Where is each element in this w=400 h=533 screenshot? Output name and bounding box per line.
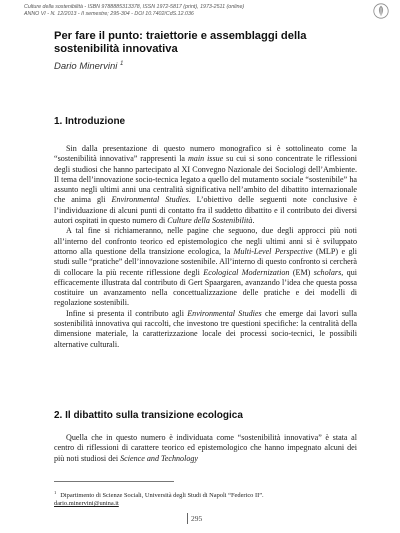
text-run: Infine si presenta il contributo agli xyxy=(66,308,188,318)
text-run: che emerge dai lavori sulla sostenibilità innovativa qui raccolti, che investono tre questioni specifiche: la centralità della dimensione materiale, la caratterizzazione locale dei processi socio-tecnici, le possibili alternative culturali. xyxy=(54,308,357,349)
text-run: Quella che in questo numero è individuata come “sostenibilità innovativa” è stata al centro di riflessioni di carattere teorico ed epistemologico che hanno impegnato alcuni dei più noti studiosi dei xyxy=(54,433,357,463)
journal-header xyxy=(24,4,354,18)
footnote xyxy=(54,489,364,509)
paragraph xyxy=(54,226,357,308)
paragraph xyxy=(54,144,357,226)
author-footnote-mark[interactable]: 1 xyxy=(120,61,124,67)
italic-term: Science and Technology xyxy=(120,453,199,463)
footnote-email-link[interactable]: dario.minervini@unina.it xyxy=(54,500,119,508)
text-run: , qui efficacemente illustrata dal contributo di Gert Spaargaren, avanzando l’idea che questa possa costituire un avanzamento nella concettualizzazione delle pratiche e dei modelli di regolazione sostenibili. xyxy=(54,267,358,308)
section-heading-dibattito: 2. Il dibattito sulla transizione ecologica xyxy=(54,410,243,421)
italic-term: Culture della Sostenibilità xyxy=(167,216,253,226)
paragraph xyxy=(54,309,357,350)
section-body-introduzione xyxy=(54,144,357,350)
text-run: su cui si sono concentrate le riflessioni degli studiosi che hanno partecipato al XI Convegno Nazionale dei Sociologi dell’Ambiente. Il tema dell’innovazione socio-tecnica legato a quello del mutamento sociale “sostenibile” ha assunto negli ultimi anni una centralità significativa nell’ambito del dibattito internazionale che anima gli xyxy=(54,154,357,205)
footnote-mark: 1 xyxy=(54,490,57,495)
text-run: Sin dalla presentazione di questo numero monografico si è sottolineato come la “sostenibilità innovativa” rappresenti la xyxy=(54,144,357,164)
italic-term: scholars xyxy=(313,267,342,277)
paragraph xyxy=(54,433,357,464)
journal-header-line-1: Culture della sostenibilità - ISBN 9788885313378, ISSN 1972-5817 (print), 1973-2511 (online) xyxy=(24,4,245,10)
footnote-text: Dipartimento di Scienze Sociali, Università degli Studi di Napoli “Federico II”. xyxy=(60,492,264,500)
text-run: . L’obiettivo delle seguenti note conclusive è l’individuazione di alcuni punti di contatto fra il suddetto dibattito e il contributo dei diversi autori ospitati in questo numero di xyxy=(54,195,357,226)
italic-term: Environmental Studies xyxy=(111,195,189,205)
article-author xyxy=(54,58,123,73)
italic-term: Ecological Modernization xyxy=(203,267,290,277)
article-title: Per fare il punto: traiettorie e assemblaggi della sostenibilità innovativa xyxy=(54,30,307,56)
page-number: 295 xyxy=(191,514,203,523)
text-run: . xyxy=(252,216,255,226)
text-run: (EM) xyxy=(289,267,314,277)
section-body-dibattito xyxy=(54,433,357,464)
journal-header-line-2: ANNO VI - N. 12/2013 - II semestre; 295-304 - DOI 10.7402/CdS.12.036 xyxy=(24,11,194,18)
section-heading-introduzione: 1. Introduzione xyxy=(54,116,126,127)
text-run: A tal fine si richiameranno, nelle pagine che seguono, due degli approcci più noti all’interno del confronto teorico ed epistemologico che negli ultimi anni si è sviluppato attorno alla questione della transizione ecologica, la xyxy=(54,226,357,256)
italic-term: Environmental Studies xyxy=(187,308,262,318)
text-run: (MLP) e gli studi sulle “pratiche” dell’innovazione sostenibile. All’interno di questo confronto si cercherà di collocare la più recente riflessione degli xyxy=(54,246,358,277)
footnote-divider xyxy=(54,481,174,482)
page-number-divider xyxy=(187,513,188,524)
italic-term: main issue xyxy=(187,154,224,164)
author-name: Dario Minervini xyxy=(54,61,118,73)
italic-term: Multi-Level Perspective xyxy=(233,246,313,256)
journal-logo-icon xyxy=(373,3,389,19)
